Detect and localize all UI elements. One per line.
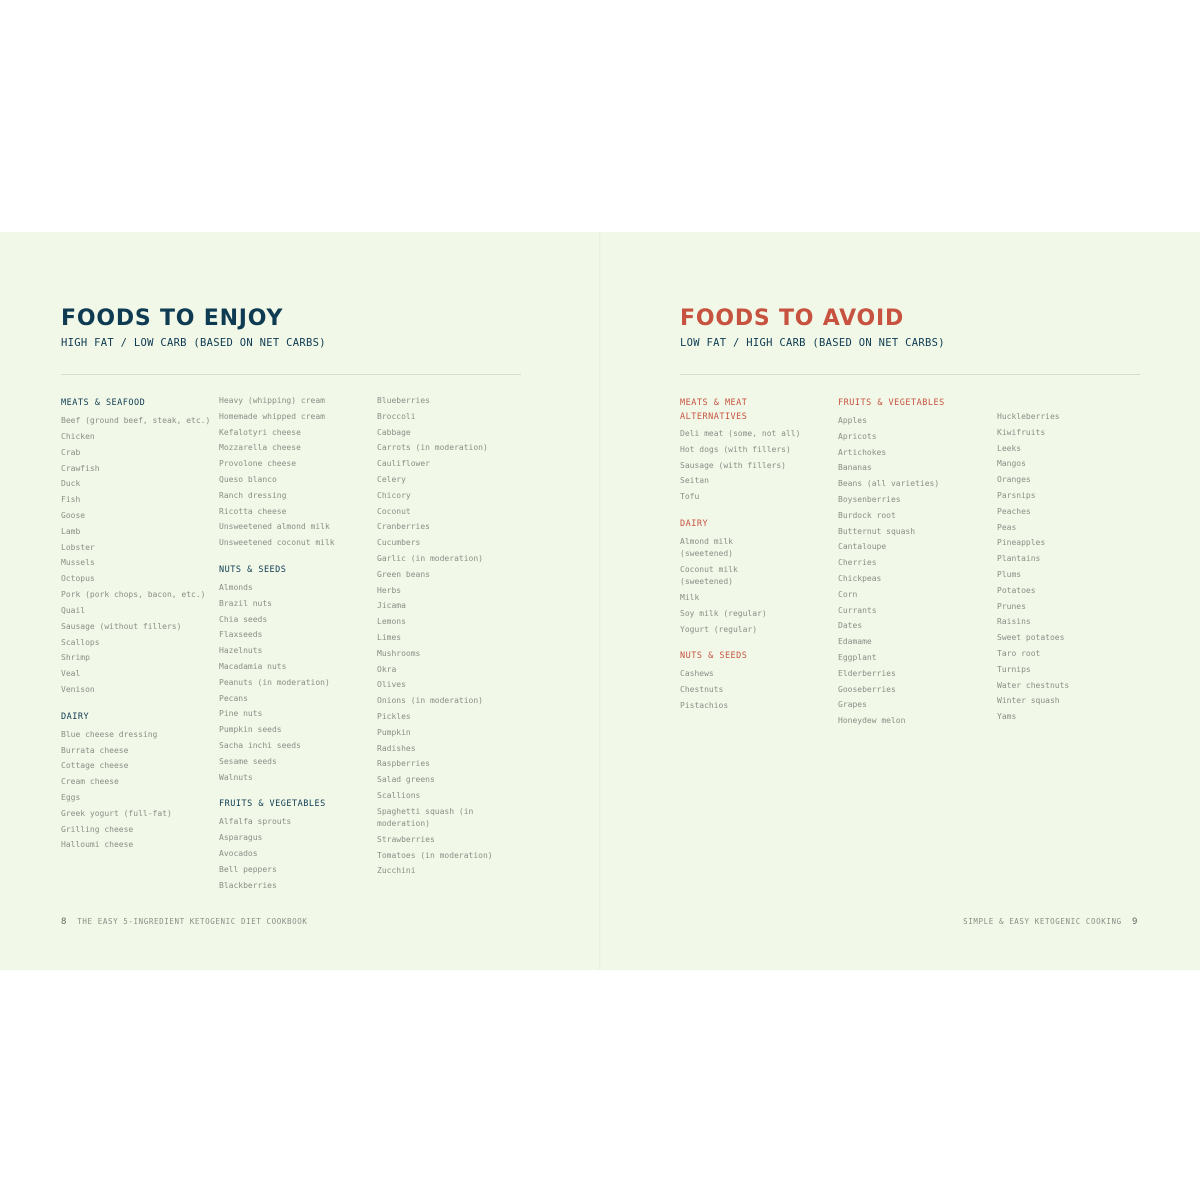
list-item: Jicama — [377, 601, 406, 611]
list-item: Pistachios — [680, 700, 729, 710]
list-item: Onions (in moderation) — [377, 696, 483, 706]
food-list — [61, 727, 213, 853]
list-item: Zucchini — [377, 866, 416, 876]
list-item: Cauliflower — [377, 459, 430, 469]
avoid-divider — [680, 374, 1140, 375]
avoid-section-fruits-vegetables-continued — [997, 409, 1149, 725]
list-item: Limes — [377, 632, 402, 642]
list-item: Tofu — [680, 492, 700, 502]
avoid-column-1 — [680, 396, 810, 726]
list-item: Blue cheese dressing — [61, 729, 158, 739]
list-item: Macadamia nuts — [219, 661, 287, 671]
list-item: Dates — [838, 621, 863, 631]
food-list — [680, 534, 810, 637]
list-item: Shrimp — [61, 653, 90, 663]
list-item: Mussels — [61, 558, 95, 568]
list-item: Bell peppers — [219, 864, 277, 874]
list-item: Almonds — [219, 582, 253, 592]
list-item: Plums — [997, 569, 1022, 579]
list-item: Bananas — [838, 463, 872, 473]
food-list — [219, 580, 371, 785]
list-item: Walnuts — [219, 772, 253, 782]
list-item: Scallops — [61, 637, 100, 647]
list-item: Sesame seeds — [219, 756, 277, 766]
running-title: THE EASY 5-INGREDIENT KETOGENIC DIET COOKBOOK — [77, 917, 308, 926]
list-item: Pumpkin — [377, 727, 411, 737]
list-item: Sacha inchi seeds — [219, 740, 301, 750]
section-heading: NUTS & SEEDS — [680, 651, 748, 662]
list-item: Lamb — [61, 526, 81, 536]
list-item: Oranges — [997, 475, 1031, 485]
list-item: Kefalotyri cheese — [219, 427, 301, 437]
list-item: Greek yogurt (full-fat) — [61, 808, 172, 818]
list-item: Mozzarella cheese — [219, 443, 301, 453]
list-item: Chickpeas — [838, 573, 882, 583]
list-item: Honeydew melon — [838, 716, 906, 726]
list-item: Hazelnuts — [219, 646, 263, 656]
list-item: Peaches — [997, 506, 1031, 516]
list-item: Coconut milk (sweetened) — [680, 564, 738, 586]
avoid-column-3 — [997, 409, 1149, 737]
list-item: Halloumi cheese — [61, 840, 134, 850]
enjoy-section-fruits-vegetables-continued — [377, 393, 529, 879]
list-item: Burdock root — [838, 510, 896, 520]
list-item: Okra — [377, 664, 397, 674]
food-list — [61, 413, 213, 698]
enjoy-column-3 — [377, 393, 529, 891]
list-item: Blackberries — [219, 880, 277, 890]
list-item: Elderberries — [838, 668, 896, 678]
list-item: Sausage (without fillers) — [61, 621, 182, 631]
list-item: Queso blanco — [219, 474, 277, 484]
food-list — [680, 426, 810, 505]
list-item: Cottage cheese — [61, 761, 129, 771]
list-item: Cranberries — [377, 522, 430, 532]
list-item: Mangos — [997, 459, 1026, 469]
enjoy-section-dairy-continued — [219, 393, 371, 551]
list-item: Prunes — [997, 601, 1026, 611]
list-item: Strawberries — [377, 834, 435, 844]
list-item: Plantains — [997, 554, 1041, 564]
list-item: Sausage (with fillers) — [680, 460, 786, 470]
list-item: Soy milk (regular) — [680, 608, 767, 618]
avoid-title: FOODS TO AVOID — [680, 306, 905, 331]
list-item: Asparagus — [219, 833, 263, 843]
list-item: Lemons — [377, 617, 406, 627]
list-item: Lobster — [61, 542, 95, 552]
list-item: Grilling cheese — [61, 824, 134, 834]
list-item: Coconut — [377, 506, 411, 516]
list-item: Carrots (in moderation) — [377, 443, 488, 453]
list-item: Tomatoes (in moderation) — [377, 850, 493, 860]
list-item: Pine nuts — [219, 709, 263, 719]
section-heading: MEATS & SEAFOOD — [61, 398, 146, 408]
list-item: Chia seeds — [219, 614, 268, 624]
list-item: Green beans — [377, 569, 430, 579]
list-item: Winter squash — [997, 696, 1060, 706]
list-item: Alfalfa sprouts — [219, 817, 292, 827]
list-item: Parsnips — [997, 490, 1036, 500]
list-item: Seitan — [680, 476, 709, 486]
right-footer — [963, 917, 1138, 927]
book-spread — [0, 232, 1200, 970]
list-item: Peanuts (in moderation) — [219, 677, 330, 687]
food-list — [219, 393, 371, 551]
list-item: Edamame — [838, 637, 872, 647]
section-heading: MEATS & MEAT ALTERNATIVES — [680, 398, 748, 422]
enjoy-section-meats-seafood — [61, 396, 213, 698]
avoid-section-meats — [680, 396, 810, 505]
list-item: Ranch dressing — [219, 490, 287, 500]
list-item: Cucumbers — [377, 538, 421, 548]
list-item: Leeks — [997, 443, 1022, 453]
food-list — [219, 814, 371, 893]
avoid-column-2 — [838, 396, 990, 741]
list-item: Gooseberries — [838, 684, 896, 694]
list-item: Eggplant — [838, 652, 877, 662]
list-item: Deli meat (some, not all) — [680, 429, 801, 438]
enjoy-section-dairy — [61, 710, 213, 853]
list-item: Olives — [377, 680, 406, 690]
list-item: Pineapples — [997, 538, 1046, 548]
list-item: Eggs — [61, 792, 81, 802]
list-item: Hot dogs (with fillers) — [680, 444, 791, 454]
running-title: SIMPLE & EASY KETOGENIC COOKING — [963, 917, 1122, 926]
list-item: Ricotta cheese — [219, 506, 287, 516]
list-item: Taro root — [997, 648, 1041, 658]
list-item: Cherries — [838, 558, 877, 568]
avoid-section-nuts-seeds — [680, 649, 810, 713]
list-item: Fish — [61, 495, 81, 505]
list-item: Huckleberries — [997, 412, 1060, 421]
list-item: Garlic (in moderation) — [377, 553, 483, 563]
left-page — [0, 232, 600, 970]
list-item: Mushrooms — [377, 648, 421, 658]
enjoy-column-2 — [219, 393, 371, 905]
list-item: Brazil nuts — [219, 598, 272, 608]
list-item: Cream cheese — [61, 777, 119, 787]
list-item: Raisins — [997, 617, 1031, 627]
food-list — [838, 413, 990, 729]
list-item: Sweet potatoes — [997, 633, 1065, 643]
enjoy-subtitle: HIGH FAT / LOW CARB (BASED ON NET CARBS) — [61, 337, 326, 349]
list-item: Apricots — [838, 431, 877, 441]
list-item: Apples — [838, 416, 867, 425]
list-item: Heavy (whipping) cream — [219, 396, 325, 405]
section-heading: FRUITS & VEGETABLES — [838, 398, 945, 408]
list-item: Crawfish — [61, 463, 100, 473]
right-page — [600, 232, 1200, 970]
list-item: Peas — [997, 522, 1017, 532]
list-item: Chicken — [61, 432, 95, 441]
section-heading: NUTS & SEEDS — [219, 564, 287, 575]
enjoy-column-1 — [61, 396, 213, 865]
list-item: Quail — [61, 605, 86, 615]
list-item: Salad greens — [377, 775, 435, 785]
list-item: Grapes — [838, 700, 867, 710]
list-item: Herbs — [377, 585, 402, 595]
list-item: Beef (ground beef, steak, etc.) — [61, 416, 211, 425]
list-item: Broccoli — [377, 411, 416, 421]
list-item: Almond milk (sweetened) — [680, 536, 733, 558]
list-item: Avocados — [219, 848, 258, 858]
list-item: Celery — [377, 474, 406, 484]
list-item: Burrata cheese — [61, 745, 129, 755]
list-item: Radishes — [377, 743, 416, 753]
list-item: Raspberries — [377, 759, 430, 769]
list-item: Venison — [61, 684, 95, 694]
list-item: Yams — [997, 712, 1017, 722]
page-number: 8 — [61, 917, 68, 927]
list-item: Boysenberries — [838, 494, 901, 504]
list-item: Chicory — [377, 490, 411, 500]
list-item: Currants — [838, 605, 877, 615]
list-item: Homemade whipped cream — [219, 411, 325, 421]
list-item: Crab — [61, 447, 81, 457]
list-item: Chestnuts — [680, 685, 724, 695]
list-item: Provolone cheese — [219, 459, 297, 469]
avoid-section-dairy — [680, 517, 810, 637]
avoid-section-fruits-vegetables — [838, 396, 990, 729]
food-list — [377, 393, 529, 879]
list-item: Goose — [61, 510, 86, 520]
left-footer — [61, 917, 307, 927]
section-heading: FRUITS & VEGETABLES — [219, 799, 326, 810]
food-list — [680, 666, 810, 713]
list-item: Beans (all varieties) — [838, 479, 940, 489]
enjoy-section-fruits-vegetables — [219, 797, 371, 893]
list-item: Pumpkin seeds — [219, 725, 282, 735]
list-item: Artichokes — [838, 447, 887, 457]
list-item: Pickles — [377, 711, 411, 721]
list-item: Potatoes — [997, 585, 1036, 595]
list-item: Cashews — [680, 669, 714, 679]
list-item: Spaghetti squash (in moderation) — [377, 806, 474, 828]
list-item: Pork (pork chops, bacon, etc.) — [61, 589, 206, 599]
enjoy-section-nuts-seeds — [219, 563, 371, 785]
list-item: Unsweetened almond milk — [219, 522, 330, 532]
list-item: Unsweetened coconut milk — [219, 538, 335, 548]
list-item: Yogurt (regular) — [680, 624, 758, 634]
list-item: Flaxseeds — [219, 630, 263, 640]
list-item: Water chestnuts — [997, 680, 1070, 690]
section-heading: DAIRY — [680, 518, 709, 529]
avoid-subtitle: LOW FAT / HIGH CARB (BASED ON NET CARBS) — [680, 337, 945, 349]
list-item: Octopus — [61, 574, 95, 584]
page-number: 9 — [1131, 917, 1138, 927]
list-item: Cabbage — [377, 427, 411, 437]
list-item: Cantaloupe — [838, 542, 887, 552]
food-list — [997, 409, 1149, 725]
section-heading: DAIRY — [61, 711, 90, 722]
list-item: Turnips — [997, 664, 1031, 674]
list-item: Duck — [61, 479, 81, 489]
list-item: Kiwifruits — [997, 427, 1046, 437]
list-item: Veal — [61, 669, 81, 679]
list-item: Milk — [680, 592, 700, 602]
enjoy-divider — [61, 374, 521, 375]
enjoy-title: FOODS TO ENJOY — [61, 306, 284, 331]
list-item: Corn — [838, 589, 858, 599]
list-item: Pecans — [219, 693, 248, 703]
list-item: Scallions — [377, 790, 421, 800]
list-item: Blueberries — [377, 396, 430, 405]
list-item: Butternut squash — [838, 526, 916, 536]
